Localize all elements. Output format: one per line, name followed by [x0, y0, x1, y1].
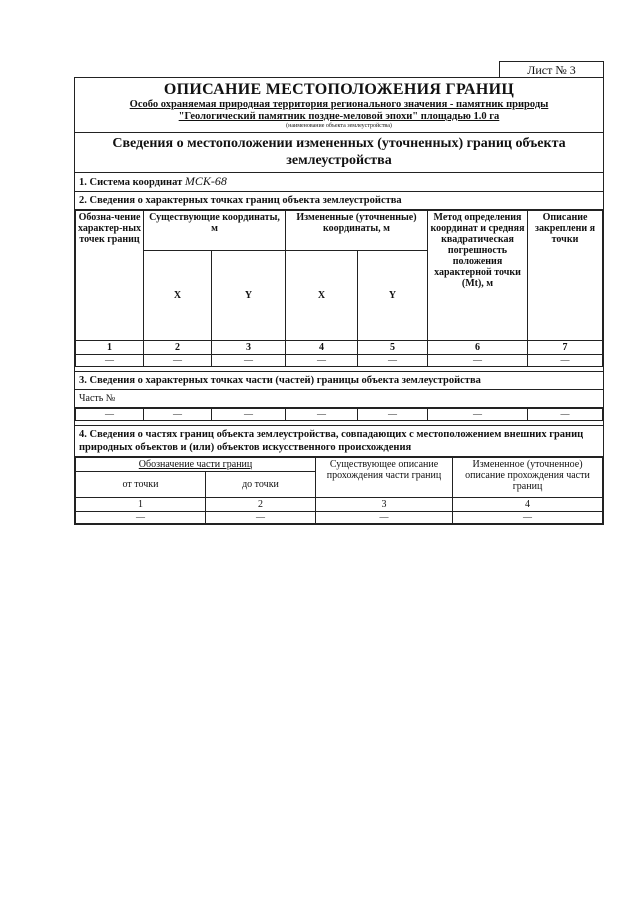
table-row: [76, 512, 603, 524]
col-part-designation: Обозначение части границ: [76, 458, 316, 472]
col-num-4: 4: [286, 341, 358, 355]
part-number-label: Часть №: [75, 390, 603, 408]
col-num-1: 1: [76, 498, 206, 512]
dash-cell: —: [286, 355, 358, 367]
section1-text: 1. Система координат: [79, 177, 183, 188]
document-title: ОПИСАНИЕ МЕСТОПОЛОЖЕНИЯ ГРАНИЦ: [163, 81, 515, 98]
col-existing-description: Существующее описание прохождения части границ: [316, 458, 453, 498]
col-changed-description: Измененное (уточненное) описание прохождения части границ: [453, 458, 603, 498]
dash-cell: —: [316, 512, 453, 524]
points-table: [75, 210, 603, 367]
col-method: Метод определения координат и средняя квадратическая погрешность положения характерной точки (Mt), м: [428, 211, 528, 341]
col-existing-y: Y: [212, 251, 286, 341]
part-points-table: [75, 408, 603, 421]
dash-cell: —: [212, 355, 286, 367]
col-num-3: 3: [212, 341, 286, 355]
col-num-5: 5: [358, 341, 428, 355]
object-description-line2: "Геологический памятник поздне-меловой эпохи" площадью 1.0 га: [178, 111, 500, 122]
section3-label: 3. Сведения о характерных точках части (частей) границы объекта землеустройства: [75, 372, 603, 390]
section4-label: 4. Сведения о частях границ объекта землеустройства, совпадающих с местоположением внешних границ природных объектов и (или) объектов искусственного происхождения: [75, 426, 603, 457]
dash-cell: —: [528, 355, 603, 367]
dash-cell: —: [76, 512, 206, 524]
dash-cell: —: [358, 409, 428, 421]
object-description-line1: Особо охраняемая природная территория регионального значения - памятник природы: [129, 99, 549, 110]
dash-cell: —: [358, 355, 428, 367]
col-num-2: 2: [144, 341, 212, 355]
dash-cell: —: [453, 512, 603, 524]
dash-cell: —: [286, 409, 358, 421]
table-row: [76, 355, 603, 367]
dash-cell: —: [428, 355, 528, 367]
col-changed-coords: Измененные (уточненные) координаты, м: [286, 211, 428, 251]
dash-cell: —: [76, 409, 144, 421]
object-caption: (наименование объекта землеустройства): [286, 123, 392, 129]
dash-cell: —: [528, 409, 603, 421]
document-frame: [74, 77, 604, 525]
col-to-point: до точки: [206, 472, 316, 498]
col-num-2: 2: [206, 498, 316, 512]
col-existing-coords: Существующие координаты, м: [144, 211, 286, 251]
col-from-point: от точки: [76, 472, 206, 498]
dash-cell: —: [144, 409, 212, 421]
col-num-1: 1: [76, 341, 144, 355]
section1-label: [75, 173, 603, 192]
col-changed-x: X: [286, 251, 358, 341]
boundary-parts-table: [75, 457, 603, 524]
col-existing-x: X: [144, 251, 212, 341]
col-changed-y: Y: [358, 251, 428, 341]
coordinate-system-value: МСК-68: [184, 174, 227, 188]
dash-cell: —: [76, 355, 144, 367]
col-point-description: Описание закреплени я точки: [528, 211, 603, 341]
subtitle: Сведения о местоположении измененных (уточненных) границ объекта землеустройства: [75, 133, 603, 173]
dash-cell: —: [212, 409, 286, 421]
table-row: [76, 409, 603, 421]
col-num-3: 3: [316, 498, 453, 512]
dash-cell: —: [206, 512, 316, 524]
dash-cell: —: [144, 355, 212, 367]
col-num-7: 7: [528, 341, 603, 355]
col-point-designation: Обозна-чение характер-ных точек границ: [76, 211, 144, 341]
col-num-4: 4: [453, 498, 603, 512]
column-number-row: [76, 498, 603, 512]
sheet-number: Лист № 3: [499, 61, 604, 77]
col-num-6: 6: [428, 341, 528, 355]
document-header: [75, 78, 603, 133]
dash-cell: —: [428, 409, 528, 421]
column-number-row: [76, 341, 603, 355]
section2-label: 2. Сведения о характерных точках границ объекта землеустройства: [75, 192, 603, 210]
